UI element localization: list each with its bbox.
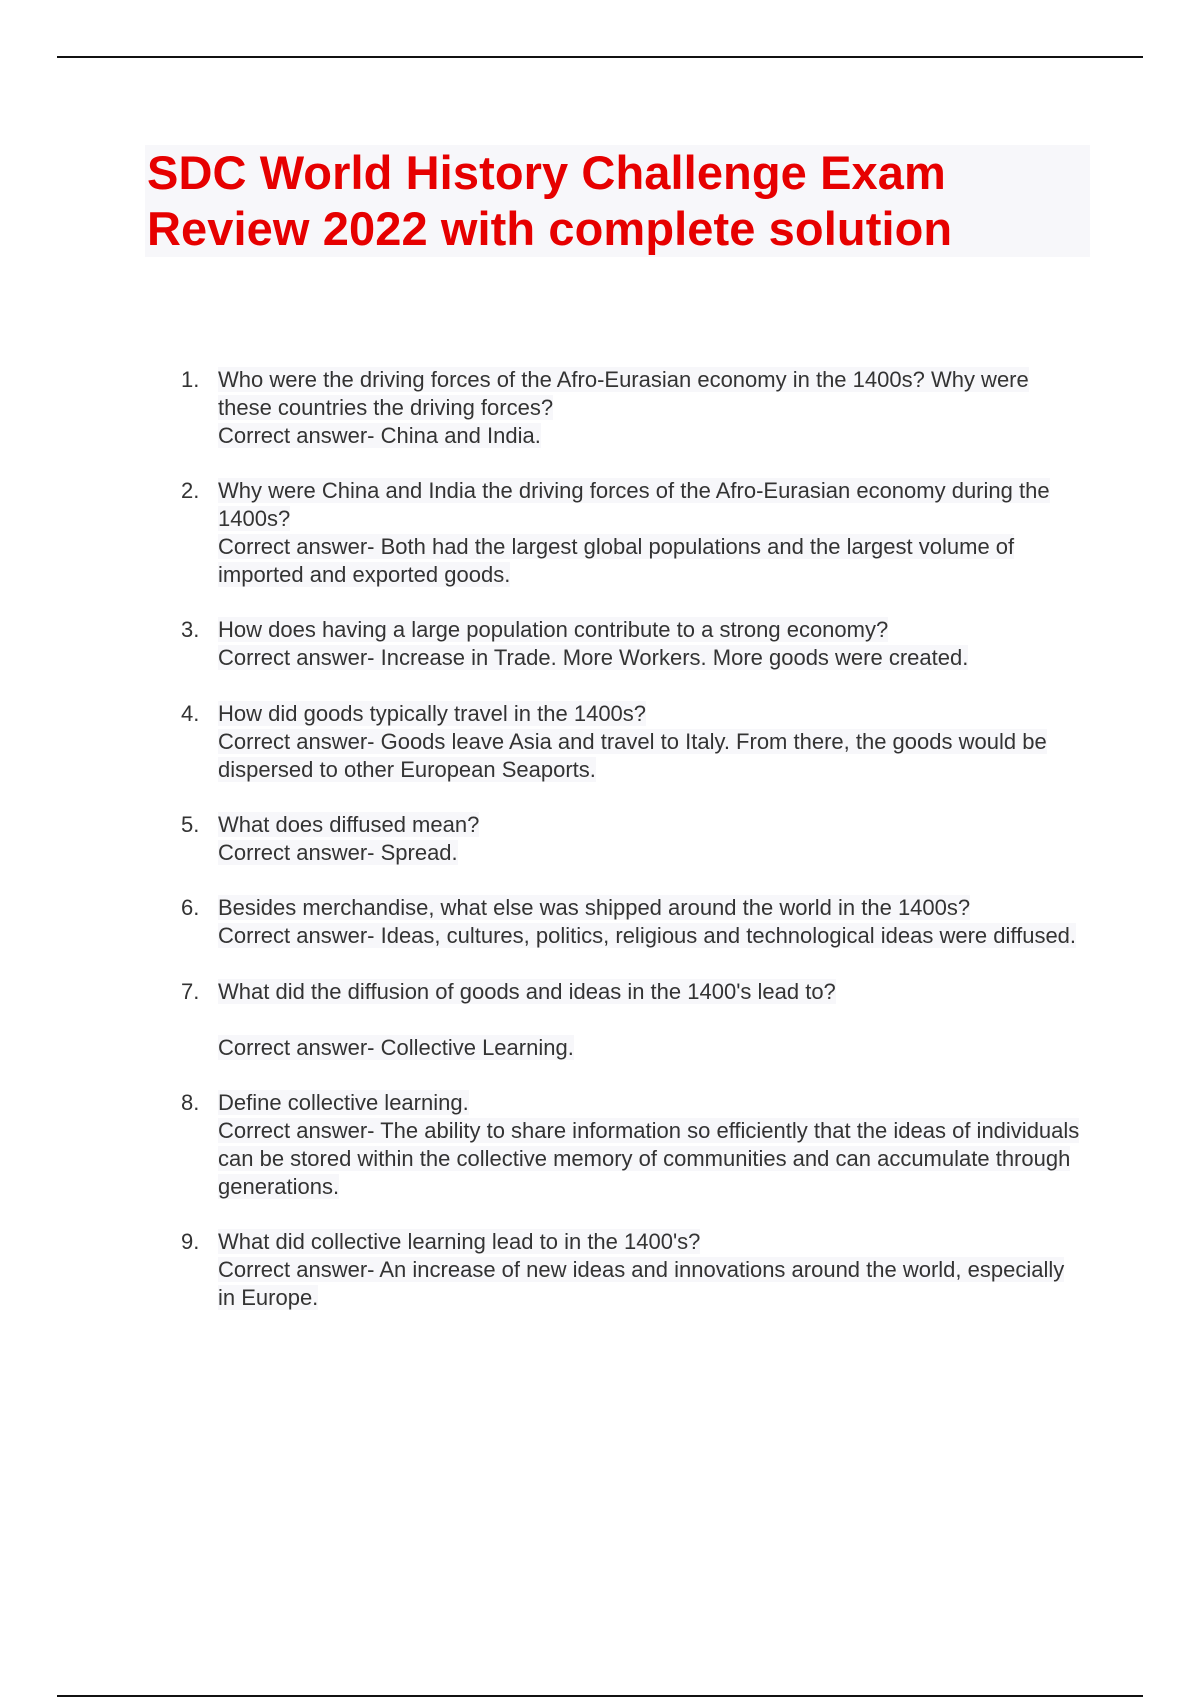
question-text: Why were China and India the driving forces of the Afro-Eurasian economy during the 1400s? xyxy=(218,478,1050,531)
question-number: 1. xyxy=(181,367,200,392)
question-number: 8. xyxy=(181,1090,200,1115)
answer-text: Correct answer- Goods leave Asia and travel to Italy. From there, the goods would be dispersed to other European Seaports. xyxy=(218,729,1047,782)
question-item-9 xyxy=(170,1228,1080,1312)
question-item-5 xyxy=(170,811,1080,867)
question-number: 4. xyxy=(181,701,200,726)
question-item-8 xyxy=(170,1089,1080,1201)
question-text: How did goods typically travel in the 1400s? xyxy=(218,701,647,726)
question-item-2 xyxy=(170,477,1080,589)
question-text: What did collective learning lead to in the 1400's? xyxy=(218,1229,701,1254)
answer-text: Correct answer- Spread. xyxy=(218,840,458,865)
question-item-1 xyxy=(170,366,1080,450)
top-rule xyxy=(57,56,1143,58)
question-number: 5. xyxy=(181,812,200,837)
question-text: What did the diffusion of goods and ideas in the 1400's lead to? xyxy=(218,979,836,1004)
question-item-6 xyxy=(170,894,1080,950)
question-text: Besides merchandise, what else was shipped around the world in the 1400s? xyxy=(218,895,971,920)
question-number: 2. xyxy=(181,478,200,503)
answer-text: Correct answer- Both had the largest global populations and the largest volume of imported and exported goods. xyxy=(218,534,1015,587)
question-text: Who were the driving forces of the Afro-Eurasian economy in the 1400s? Why were these countries the driving forces? xyxy=(218,367,1029,420)
question-number: 9. xyxy=(181,1229,200,1254)
answer-text: Correct answer- Increase in Trade. More Workers. More goods were created. xyxy=(218,645,969,670)
answer-text: Correct answer- Ideas, cultures, politics, religious and technological ideas were diffused. xyxy=(218,923,1077,948)
answer-text: Correct answer- China and India. xyxy=(218,423,541,448)
question-number: 3. xyxy=(181,617,200,642)
question-number: 7. xyxy=(181,979,200,1004)
question-number: 6. xyxy=(181,895,200,920)
document-title: SDC World History Challenge Exam Review 2022 with complete solution xyxy=(147,146,953,255)
bottom-rule xyxy=(57,1695,1143,1697)
question-item-4 xyxy=(170,700,1080,784)
title-block xyxy=(145,145,1090,257)
blank-line xyxy=(218,1006,1080,1034)
question-text: How does having a large population contribute to a strong economy? xyxy=(218,617,889,642)
question-item-7 xyxy=(170,978,1080,1062)
answer-text: Correct answer- An increase of new ideas and innovations around the world, especially in Europe. xyxy=(218,1257,1065,1310)
question-text: Define collective learning. xyxy=(218,1090,469,1115)
question-item-3 xyxy=(170,616,1080,672)
question-list xyxy=(170,366,1080,1312)
answer-text: Correct answer- Collective Learning. xyxy=(218,1035,574,1060)
answer-text: Correct answer- The ability to share information so efficiently that the ideas of individuals can be stored within the collective memory of communities and can accumulate through generations. xyxy=(218,1118,1080,1199)
question-text: What does diffused mean? xyxy=(218,812,480,837)
